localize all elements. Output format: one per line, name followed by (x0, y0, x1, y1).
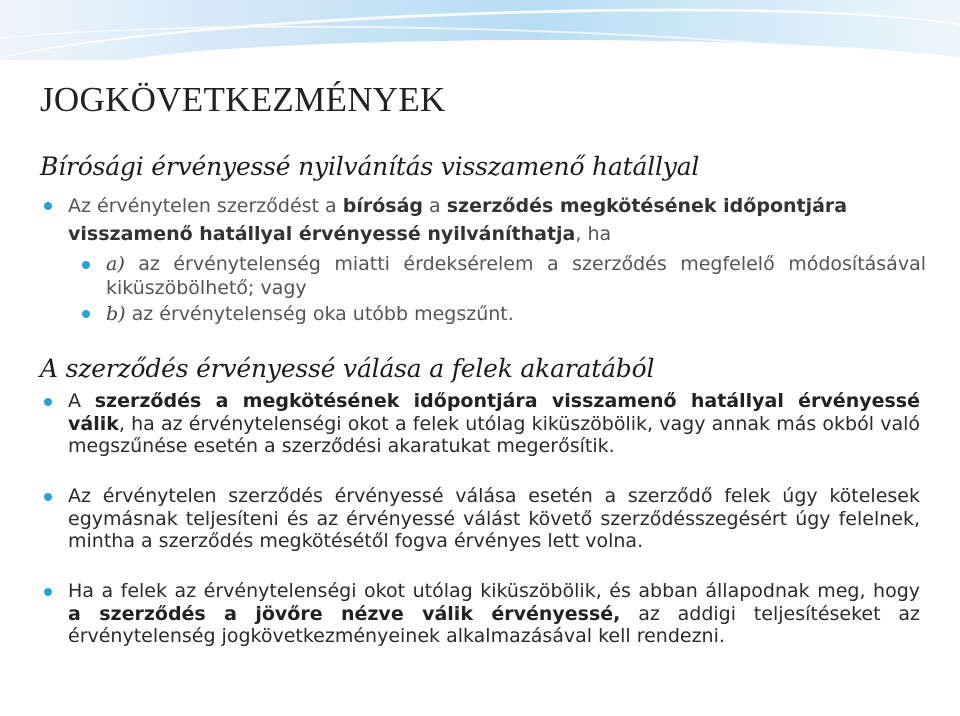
slide-title: JOGKÖVETKEZMÉNYEK (40, 80, 446, 119)
bullet-icon (82, 310, 90, 318)
text-segment: A (68, 390, 95, 412)
paragraph-2-2 (68, 485, 920, 553)
bullet-icon (44, 202, 52, 210)
text-segment: Az érvénytelen szerződés érvényessé válása esetén a szerződő felek úgy kötelesek egymásnak teljesíteni és az érvényessé válást követő szerződésszegésért úgy felelnek, mintha a szerződés megkötésétől fogva érvényes lett volna. (68, 485, 920, 552)
paragraph-main-1 (68, 192, 908, 248)
text-bold: szerződés megkötésének időpontjára visszamenő hatállyal érvényessé nyilváníthatja (68, 195, 848, 245)
text-segment: , ha (575, 223, 612, 245)
text-segment: Az érvénytelen szerződést a (68, 195, 343, 217)
text-bold: bíróság (342, 195, 423, 217)
text-segment: Ha a felek az érvénytelenségi okot utólag kiküszöbölik, és abban állapodnak meg, hogy (68, 580, 920, 602)
bullet-icon (82, 261, 90, 269)
sub-item-a (106, 252, 926, 300)
text-segment: az érvénytelenség miatti érdeksérelem a szerződés megfelelő módosításával kiküszöbölhető; vagy (106, 253, 926, 299)
bullet-icon (44, 588, 52, 596)
text-bold: a szerződés a jövőre nézve válik érvényessé, (68, 602, 621, 625)
section-heading-1: Bírósági érvényessé nyilvánítás visszamenő hatállyal (40, 152, 700, 181)
list-marker: a) (106, 253, 125, 275)
bullet-icon (44, 493, 52, 501)
text-bold: szerződés a megkötésének időpontjára visszamenő hatállyal érvényessé válik (68, 390, 920, 435)
text-segment: , ha az érvénytelenségi okot a felek utólag kiküszöbölik, vagy annak más okból való megszűnése esetén a szerződési akaratukat megerősítik. (68, 412, 920, 457)
paragraph-2-3 (68, 580, 920, 648)
paragraph-2-1 (68, 390, 920, 458)
text-segment: az érvénytelenség oka utóbb megszűnt. (125, 303, 514, 325)
text-segment: az addigi teljesítéseket az érvénytelenség jogkövetkezményeinek alkalmazásával kell rendezni. (68, 602, 920, 647)
sub-item-b (106, 302, 926, 326)
section-heading-2: A szerződés érvényessé válása a felek akaratából (40, 354, 655, 383)
text-segment: a (423, 195, 447, 217)
bullet-icon (44, 398, 52, 406)
header-decoration (0, 0, 960, 60)
list-marker: b) (106, 303, 126, 325)
